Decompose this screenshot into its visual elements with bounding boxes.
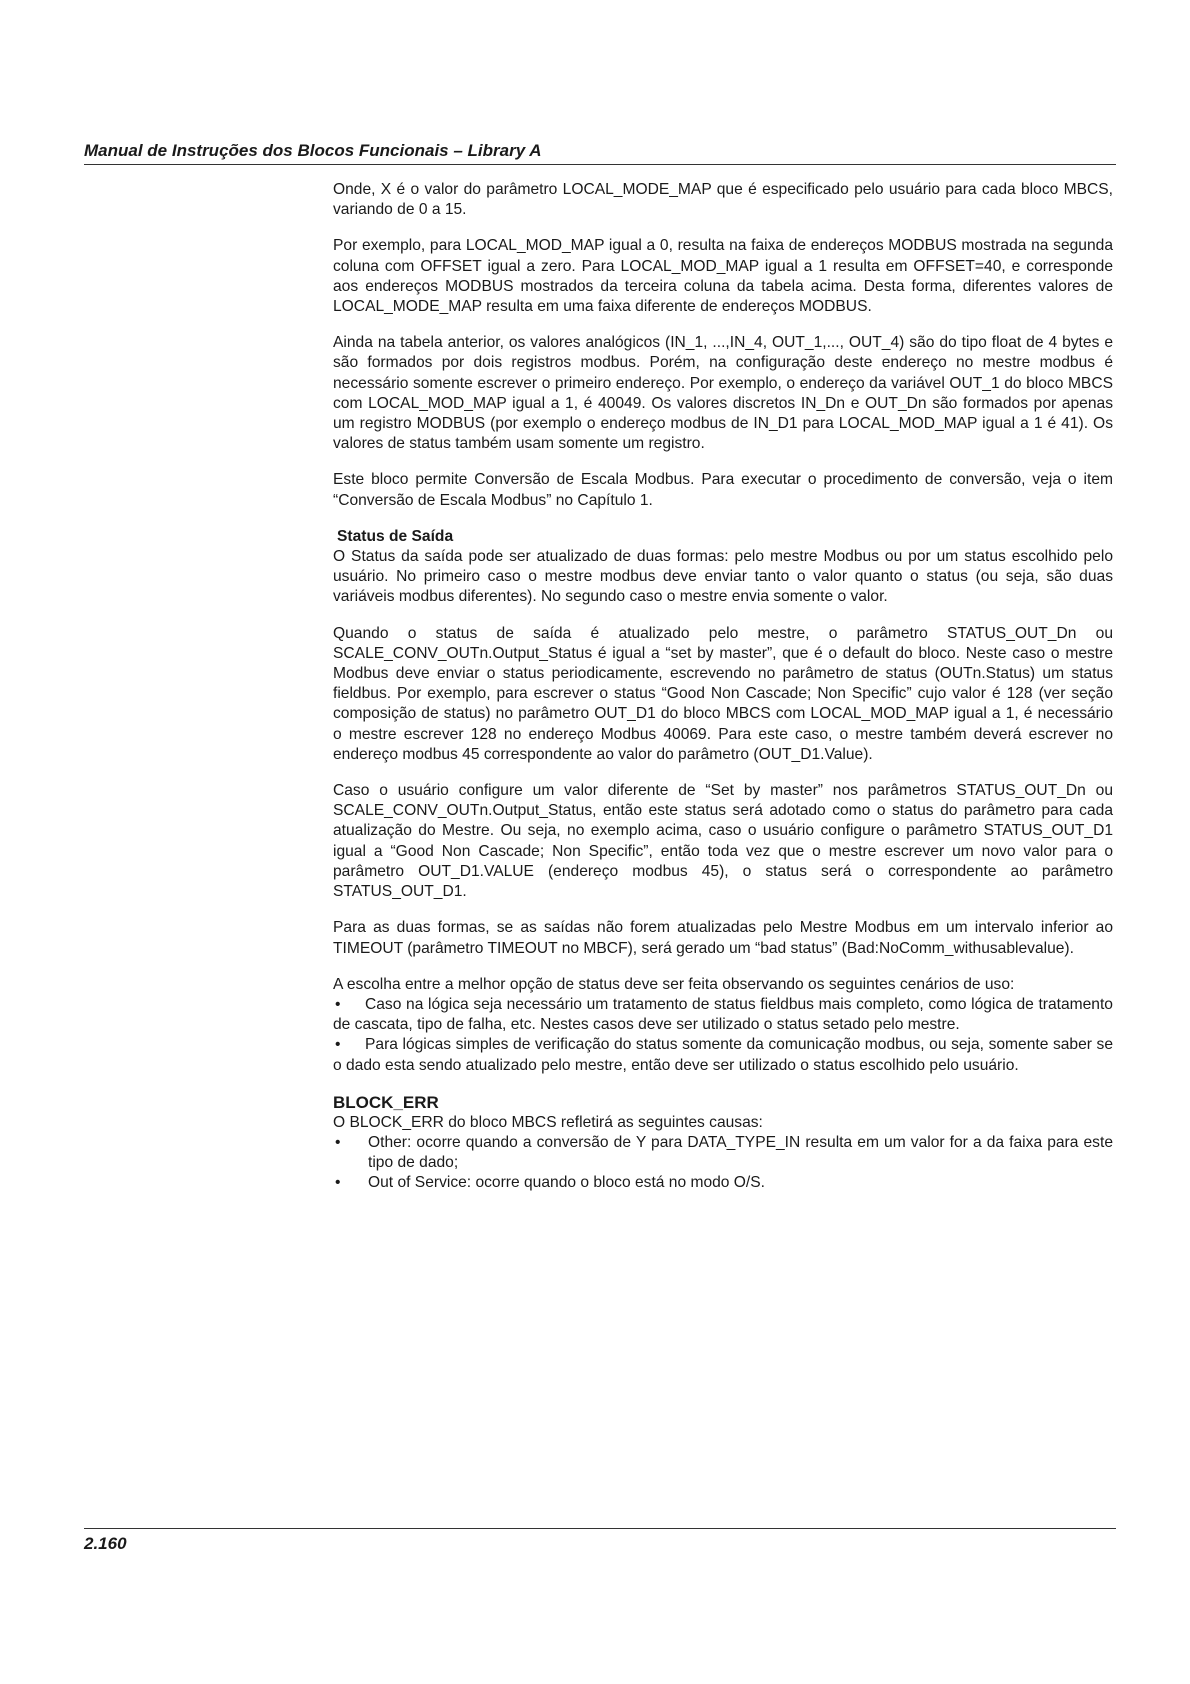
bullet-icon: • bbox=[335, 1036, 341, 1054]
bullet-icon: • bbox=[335, 1133, 341, 1151]
list-item bbox=[333, 1133, 1113, 1173]
paragraph-local-mode-map: Onde, X é o valor do parâmetro LOCAL_MODE_MAP que é especificado pelo usuário para cada bloco MBCS, variando de 0 a 15. bbox=[333, 181, 1113, 219]
page-number: 2.160 bbox=[84, 1534, 127, 1553]
list-item bbox=[333, 1173, 1113, 1193]
main-content bbox=[333, 180, 1113, 1194]
paragraph-status-user: Caso o usuário configure um valor diferente de “Set by master” nos parâmetros STATUS_OUT_Dn ou SCALE_CONV_OUTn.Output_Status, então este status será adotado como o status do parâmetro para cada atualização do Mestre. Ou seja, no exemplo acima, caso o usuário configure o parâmetro STATUS_OUT_D1 igual a “Good Non Cascade; Non Specific”, então toda vez que o mestre escrever um novo valor para o parâmetro OUT_D1.VALUE (endereço modbus 45), o status será o correspondente ao parâmetro STATUS_OUT_D1. bbox=[333, 782, 1113, 901]
paragraph-status-master: Quando o status de saída é atualizado pelo mestre, o parâmetro STATUS_OUT_Dn ou SCALE_CONV_OUTn.Output_Status é igual a “set by master”, que é o default do bloco. Neste caso o mestre Modbus deve enviar o status periodicamente, escrevendo no parâmetro de status (OUTn.Status) um status fieldbus. Por exemplo, para escrever o status “Good Non Cascade; Non Specific” cujo valor é 128 (ver seção composição de status) no parâmetro OUT_D1 do bloco MBCS com LOCAL_MOD_MAP igual a 1, é necessário o mestre escrever 128 no endereço Modbus 40069. Para este caso, o mestre também deverá escrever no endereço modbus 45 correspondente ao valor do parâmetro (OUT_D1.Value). bbox=[333, 624, 1113, 763]
bullet-text: Out of Service: ocorre quando o bloco está no modo O/S. bbox=[368, 1174, 766, 1192]
section-title-block-err: BLOCK_ERR bbox=[333, 1092, 439, 1112]
bullet-icon: • bbox=[335, 1174, 341, 1192]
paragraph-scale-conversion: Este bloco permite Conversão de Escala Modbus. Para executar o procedimento de conversão, veja o item “Conversão de Escala Modbus” no Capítulo 1. bbox=[333, 471, 1113, 509]
bullet-text: Other: ocorre quando a conversão de Y para DATA_TYPE_IN resulta em um valor for a da faixa para este tipo de dado; bbox=[368, 1133, 1113, 1172]
page-footer bbox=[84, 1528, 1116, 1555]
page-header bbox=[84, 140, 1116, 165]
paragraph-status-intro: O Status da saída pode ser atualizado de duas formas: pelo mestre Modbus ou por um status escolhido pelo usuário. No primeiro caso o mestre modbus deve enviar tanto o valor quanto o status (ou seja, são duas variáveis modbus diferentes). No segundo caso o mestre envia somente o valor. bbox=[333, 548, 1113, 606]
bullet-text: Caso na lógica seja necessário um tratamento de status fieldbus mais completo, como lógica de tratamento de cascata, tipo de falha, etc. Nestes casos deve ser utilizado o status setado pelo mestre. bbox=[333, 995, 1113, 1034]
bullet-icon: • bbox=[335, 995, 341, 1013]
block-err-list bbox=[333, 1133, 1113, 1194]
section-title-status-saida: Status de Saída bbox=[337, 527, 454, 545]
paragraph-scenarios: A escolha entre a melhor opção de status deve ser feita observando os seguintes cenários de uso: bbox=[333, 975, 1015, 993]
header-title: Manual de Instruções dos Blocos Funcionais – Library A bbox=[84, 141, 542, 160]
bullet-text: Para lógicas simples de verificação do status somente da comunicação modbus, ou seja, somente saber se o dado esta sendo atualizado pelo mestre, então deve ser utilizado o status escolhido pelo usuário. bbox=[333, 1036, 1113, 1074]
list-item bbox=[333, 995, 1113, 1035]
paragraph-timeout: Para as duas formas, se as saídas não forem atualizadas pelo Mestre Modbus em um intervalo inferior ao TIMEOUT (parâmetro TIMEOUT no MBCF), será gerado um “bad status” (Bad:NoComm_withusablevalue). bbox=[333, 919, 1113, 957]
paragraph-example-offset: Por exemplo, para LOCAL_MOD_MAP igual a 0, resulta na faixa de endereços MODBUS mostrada na segunda coluna com OFFSET igual a zero. Para LOCAL_MOD_MAP igual a 1 resulta em OFFSET=40, e corresponde aos endereços MODBUS mostrados da terceira coluna da tabela acima. Desta forma, diferentes valores de LOCAL_MODE_MAP resulta em uma faixa diferente de endereços MODBUS. bbox=[333, 237, 1113, 316]
paragraph-analog-values: Ainda na tabela anterior, os valores analógicos (IN_1, ...,IN_4, OUT_1,..., OUT_4) são do tipo float de 4 bytes e são formados por dois registros modbus. Porém, na configuração deste endereço no mestre modbus é necessário somente escrever o primeiro endereço. Por exemplo, o endereço da variável OUT_1 do bloco MBCS com LOCAL_MOD_MAP igual a 1, é 40049. Os valores discretos IN_Dn e OUT_Dn são formados por apenas um registro MODBUS (por exemplo o endereço modbus de IN_D1 para LOCAL_MOD_MAP igual a 1 é 41). Os valores de status também usam somente um registro. bbox=[333, 334, 1113, 453]
paragraph-block-err-intro: O BLOCK_ERR do bloco MBCS refletirá as seguintes causas: bbox=[333, 1113, 763, 1131]
list-item bbox=[333, 1035, 1113, 1075]
